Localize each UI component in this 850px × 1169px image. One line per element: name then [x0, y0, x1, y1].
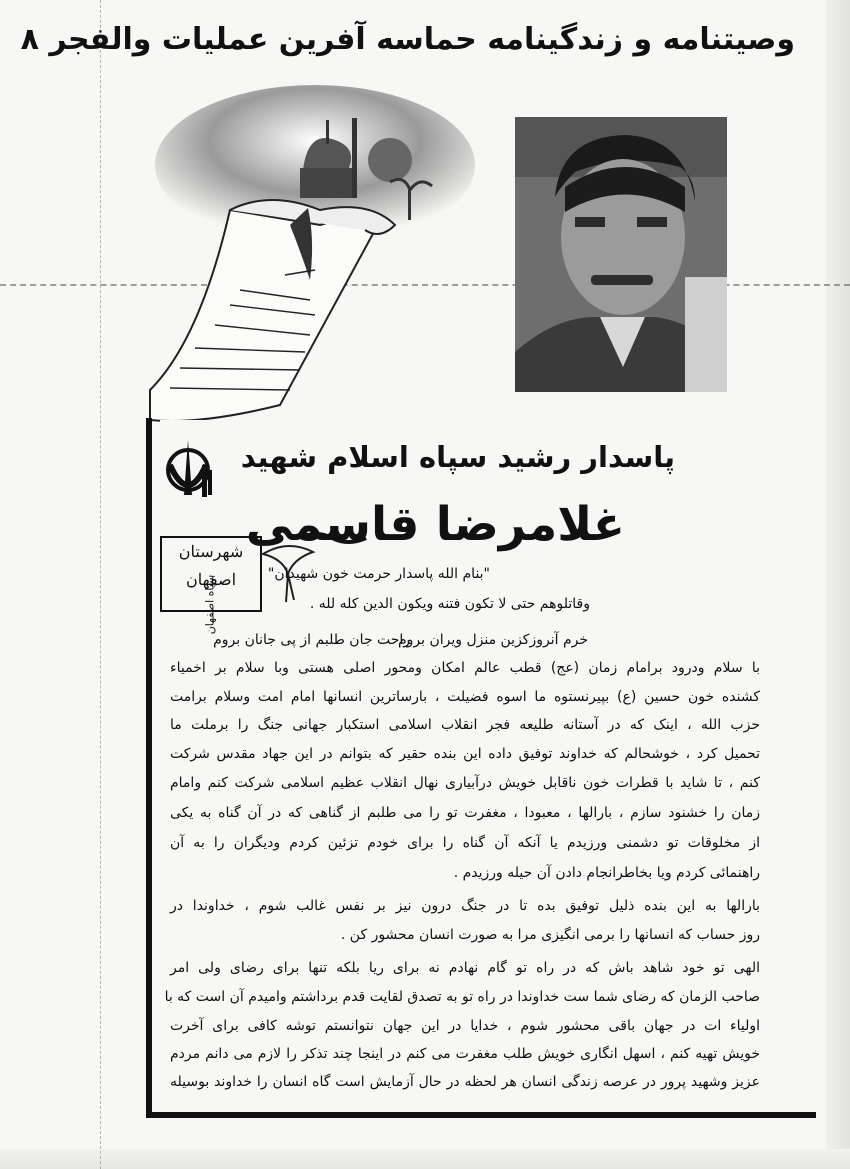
- scan-bottom-edge: [0, 1149, 850, 1169]
- body-line: روز حساب که انسانها را برمی انگیزی مرا به صورت انسان محشور کن .: [340, 927, 760, 943]
- body-line: عزیز وشهید پرور در عرصه زندگی انسان هر لحظه در حال آزمایش است گاه انسان را خداوند بوسیله: [170, 1074, 760, 1090]
- body-line: تحمیل کرد ، خوشحالم که خداوند توفیق داده این بنده حقیر که بتوانم در این جهاد مقدس شرکت: [170, 746, 760, 762]
- body-line: اولیاء ات در جهان باقی محشور شوم ، خدایا در این جهان نتوانستم توشه کافی برای آخرت: [170, 1018, 760, 1034]
- basmala: "بنام الله پاسدار حرمت خون شهیدان": [267, 566, 490, 582]
- frame-bottom-border: [146, 1112, 816, 1118]
- body-line: راهنمائی کردم ویا بخاطرانجام دادن آن حیله ورزیدم .: [453, 865, 760, 881]
- body-line: کنم ، تا شاید با قطرات خون ناقابل خویش درآبیاری نهال انقلاب عظیم اسلامی شرکت کنم وامام: [170, 775, 760, 791]
- stamp-line-2: اصفهان: [185, 570, 237, 589]
- body-line: حزب الله ، اینک که در آستانه طلیعه فجر انقلاب اسلامی استکبار جهانی جنگ را برملت ما: [170, 717, 760, 733]
- martyr-portrait-photo: [515, 117, 727, 392]
- name-flourish: [298, 530, 368, 546]
- body-line: خویش تهیه کنم ، اسهل انگاری خویش طلب مغفرت می کنم در اینجا چند تذکر را لازم می دانم مردم: [170, 1046, 760, 1062]
- body-line: با سلام ودرود برامام زمان (عج) قطب عالم امکان ومحور اصلی هستی وبا سلام بر اخمیاء: [170, 660, 760, 676]
- quran-verse: وقاتلوهم حتی لا تکون فتنه ویکون الدین کله لله .: [309, 596, 590, 612]
- document-heading: وصیتنامه و زندگینامه حماسه آفرین عملیات والفجر ۸: [20, 22, 795, 57]
- margin-line: [100, 0, 101, 1169]
- subheading: پاسدار رشید سپاه اسلام شهید: [240, 440, 675, 474]
- body-line: از مخلوقات تو دشمنی ورزیدم یا آنکه آن گناه را برای خودم تزئین کردم ودیگران را به آن: [170, 835, 760, 851]
- body-line: صاحب الزمان که رضای شما ست خداوندا در راه تو به تصدق لقایت قدم برداشتم وامیدم آن است که با: [164, 989, 760, 1005]
- poem-second-hemistich: راحت جان طلبم از پی جانان بروم: [213, 632, 410, 648]
- scan-edge: [826, 0, 850, 1169]
- shrine-scroll-illustration: [140, 90, 470, 425]
- body-line: کشنده خون حسین (ع) بپیرنستوه ما اسوه فضیلت ، بارساترین انسانها امام امت وسلام برامت: [170, 689, 760, 705]
- poem-first-hemistich: خرم آنروزکزین منزل ویران بروم: [397, 632, 588, 648]
- body-line: بارالها به این بنده ذلیل توفیق بده تا در جنگ درون نیز بر نفس غالب شوم ، خداوندا در: [170, 898, 760, 914]
- frame-left-border: [146, 418, 152, 1118]
- stamp-line-1: شهرستان: [178, 542, 244, 561]
- martyr-name: غلامرضا قاسمی: [245, 497, 625, 552]
- emblem-caption: سپاه اصفهان: [203, 574, 217, 635]
- body-line: الهی تو خود شاهد باش که در راه تو گام نهادم نه برای ریا بلکه تنها برای رضای ولی امر: [170, 960, 760, 976]
- body-line: زمان را خشنود سازم ، بارالها ، معبودا ، مغفرت تو را می طلبم از گناهی که در آن گناه به یکی: [170, 805, 760, 821]
